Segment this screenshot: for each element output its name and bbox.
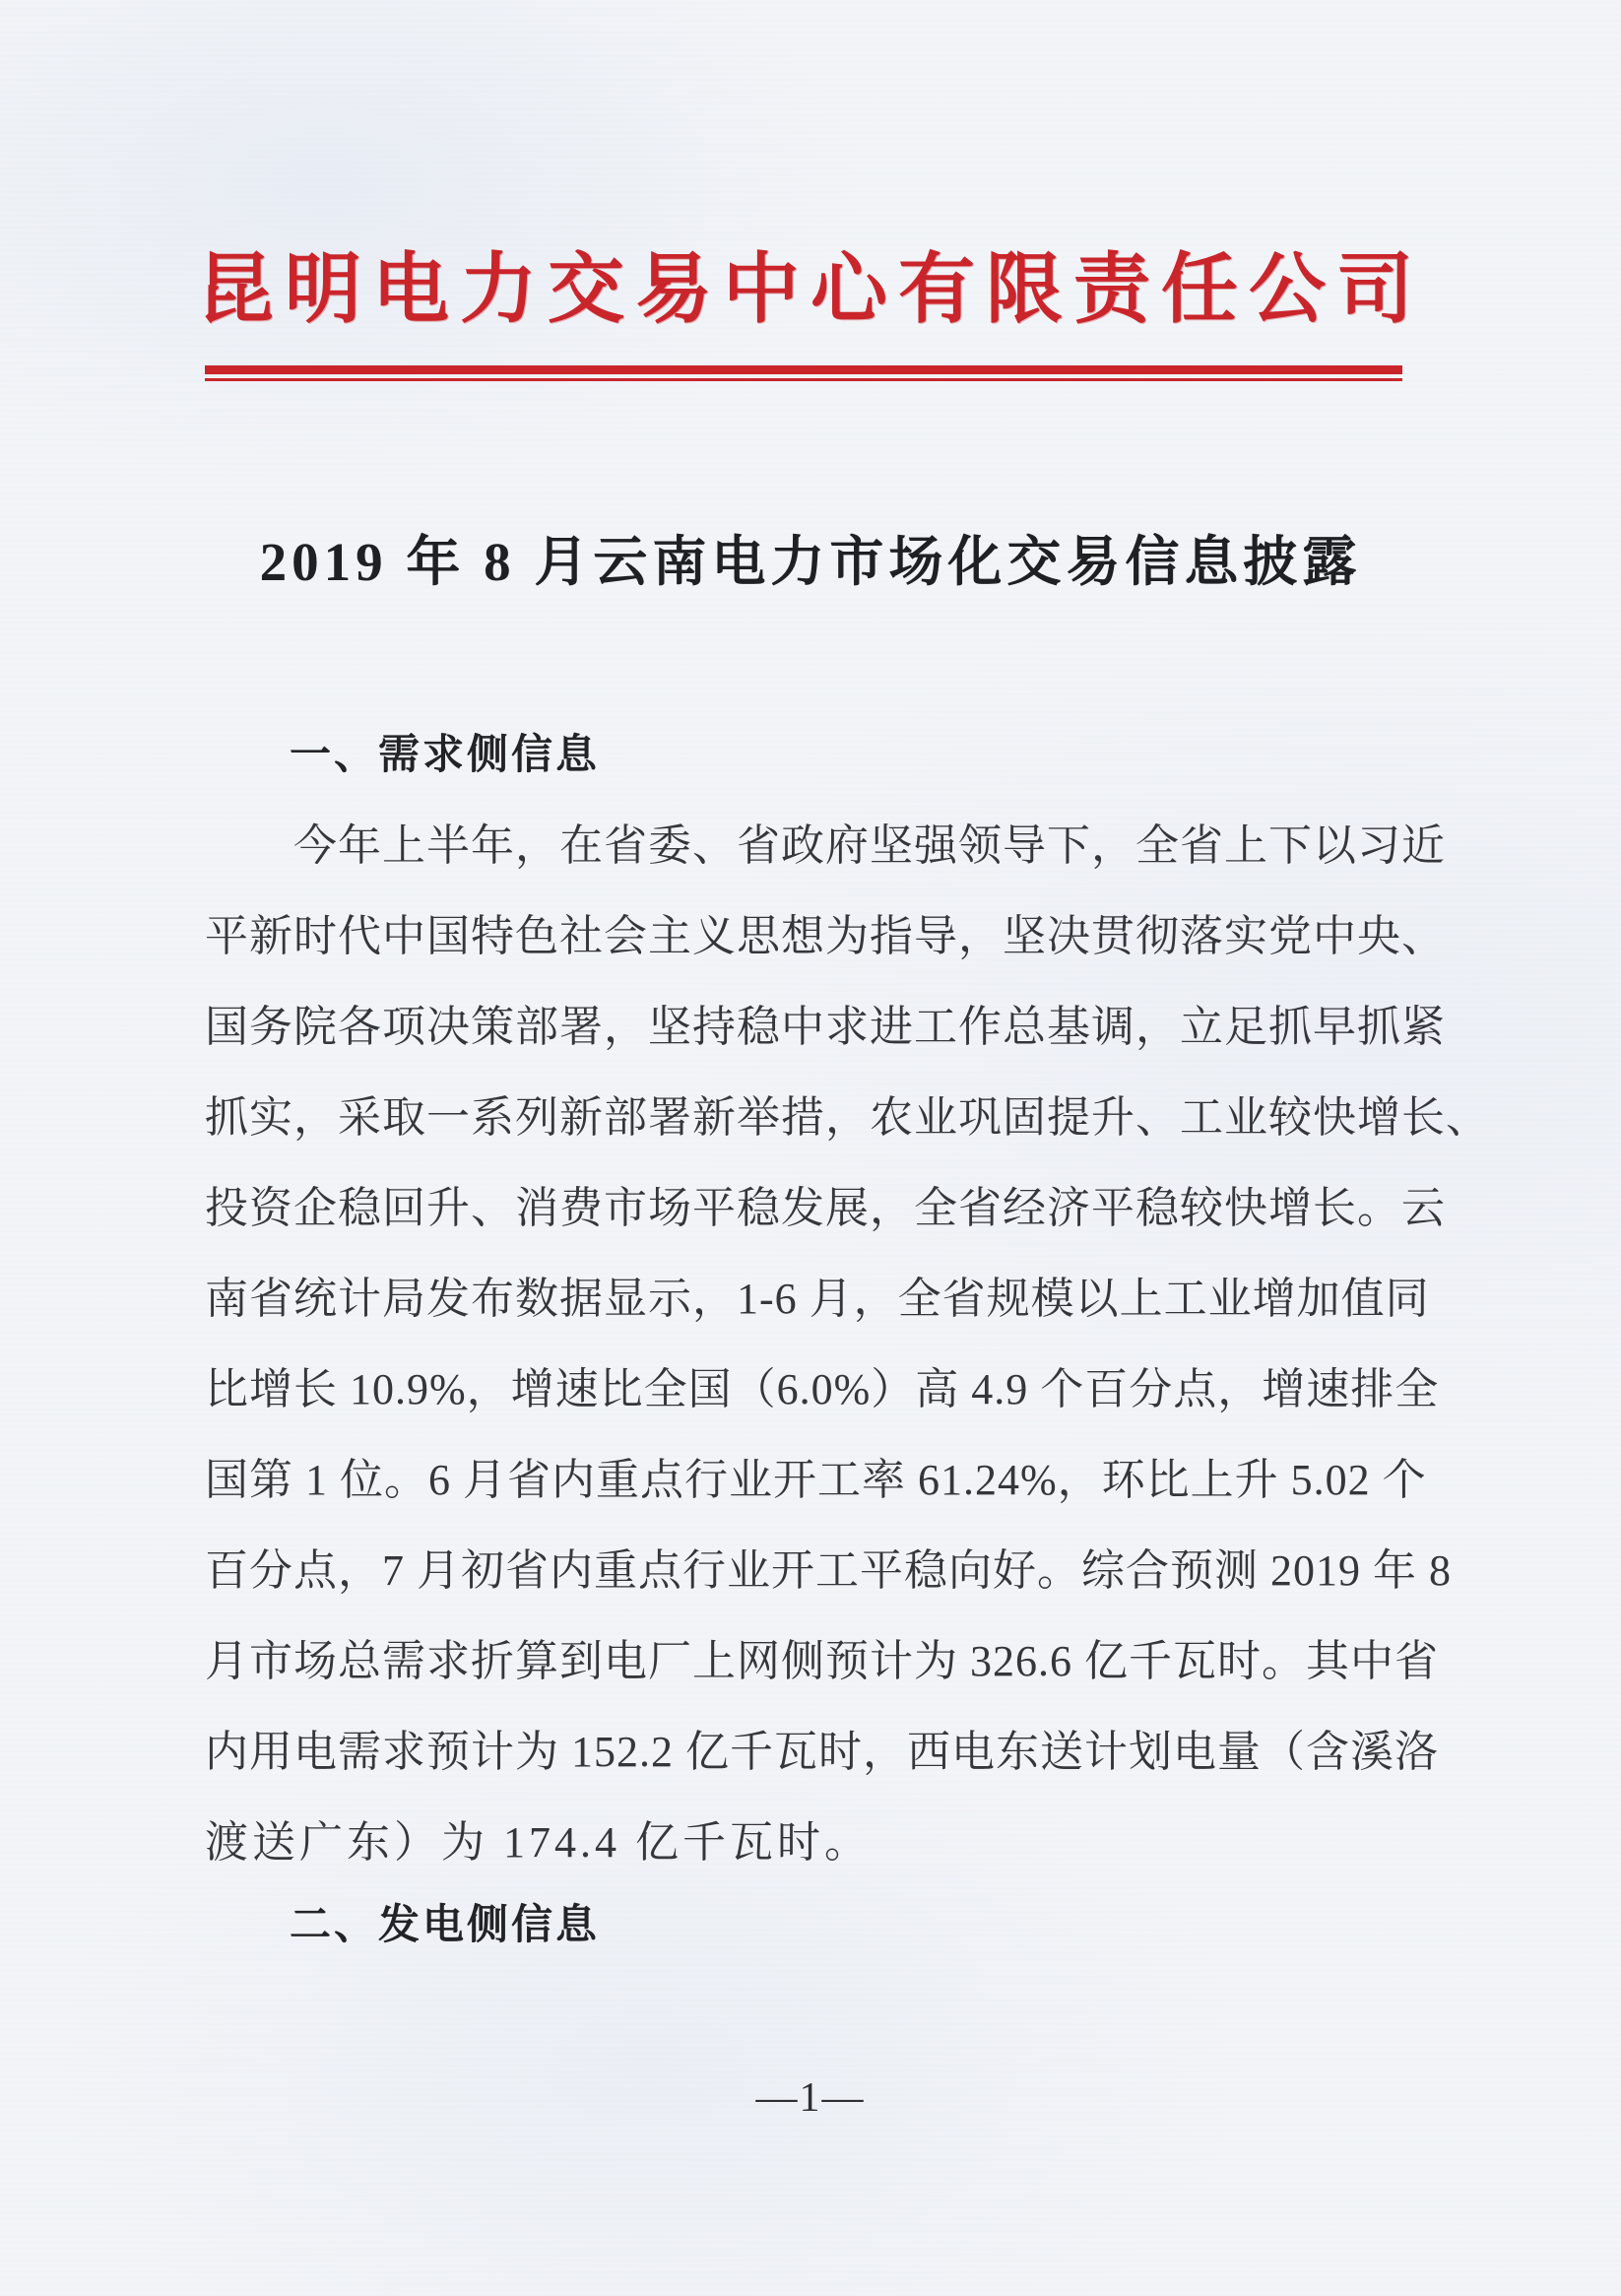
paragraph-line: 南省统计局发布数据显示，1-6 月，全省规模以上工业增加值同: [205, 1275, 1430, 1323]
paragraph-line: 比增长 10.9%，增速比全国（6.0%）高 4.9 个百分点，增速排全: [205, 1365, 1440, 1413]
page-number: —1—: [755, 2075, 866, 2121]
demand-side-paragraph: [205, 801, 1490, 1888]
paragraph-line: 百分点，7 月初省内重点行业开工平稳向好。综合预测 2019 年 8: [205, 1546, 1452, 1595]
paragraph-line: 抓实，采取一系列新部署新举措，农业巩固提升、工业较快增长、: [205, 1093, 1490, 1142]
paragraph-line: 月市场总需求折算到电厂上网侧预计为 326.6 亿千瓦时。其中省: [205, 1637, 1439, 1685]
org-name-letterhead: 昆明电力交易中心有限责任公司: [196, 246, 1424, 332]
paragraph-line: 渡送广东）为 174.4 亿千瓦时。: [205, 1818, 872, 1867]
paragraph-line: 内用电需求预计为 152.2 亿千瓦时，西电东送计划电量（含溪洛: [205, 1728, 1439, 1776]
letterhead-rule: [205, 365, 1402, 381]
section-heading-generation-side: 二、发电侧信息: [290, 1901, 601, 1947]
paragraph-line: 国第 1 位。6 月省内重点行业开工率 61.24%，环比上升 5.02 个: [205, 1456, 1427, 1504]
paragraph-line: 平新时代中国特色社会主义思想为指导，坚决贯彻落实党中央、: [205, 912, 1446, 960]
letterhead-rule-thin: [205, 378, 1402, 381]
paragraph-line: 投资企稳回升、消费市场平稳发展，全省经济平稳较快增长。云: [205, 1184, 1446, 1232]
document-title: 2019 年 8 月云南电力市场化交易信息披露: [259, 532, 1362, 592]
paragraph-line: 今年上半年，在省委、省政府坚强领导下，全省上下以习近: [293, 821, 1446, 870]
section-heading-demand-side: 一、需求侧信息: [290, 731, 601, 777]
letterhead-rule-thick: [205, 365, 1402, 374]
paragraph-line: 国务院各项决策部署，坚持稳中求进工作总基调，立足抓早抓紧: [205, 1003, 1446, 1051]
